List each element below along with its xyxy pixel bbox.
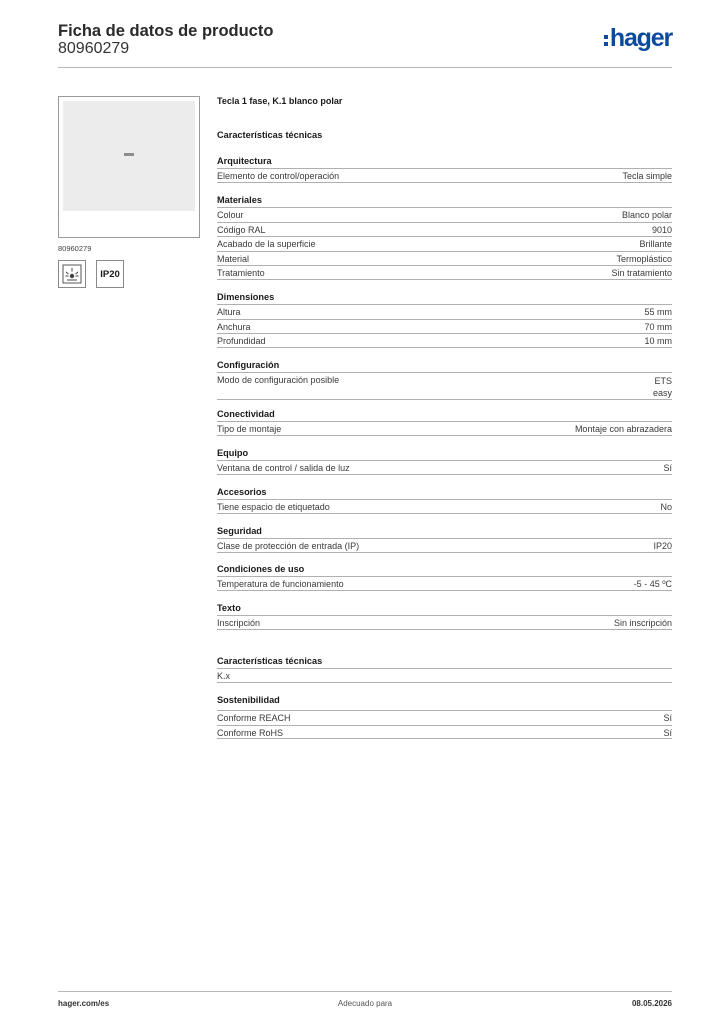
section-title-configuracion: Configuración [217,360,280,370]
row-value: Sin inscripción [613,618,672,628]
section-texto [217,615,672,630]
row-label: Conforme RoHS [217,727,284,738]
row-value: Sin tratamiento [611,268,672,278]
page-header [58,20,672,68]
table-row [217,207,672,222]
row-label: Inscripción [217,618,261,628]
row-value: 10 mm [644,336,672,346]
page-title: Ficha de datos de producto [58,22,274,40]
row-value: Sí [663,713,672,723]
image-caption: 80960279 [58,244,92,253]
rocker-plate [63,101,195,211]
footer-website-link[interactable]: hager.com/es [58,999,110,1008]
section-accesorios [217,499,672,514]
section-title-condiciones: Condiciones de uso [217,564,305,574]
row-label: Profundidad [217,336,266,346]
row-label: K.x [217,671,231,681]
section-sostenibilidad [217,710,672,739]
table-row [217,421,672,436]
footer-suitable-for: Adecuado para [337,999,393,1008]
led-indicator [124,153,134,156]
row-value-line: easy [652,388,672,398]
product-image [58,96,200,238]
table-row [217,222,672,237]
row-value: Blanco polar [621,210,672,220]
row-label: Clase de protección de entrada (IP) [217,541,360,551]
section-title-arquitectura: Arquitectura [217,156,272,166]
row-label: Conforme REACH [217,713,291,723]
row-value [653,375,672,399]
section-title-accesorios: Accesorios [217,487,267,497]
section-configuracion [217,372,672,400]
table-row [217,615,672,630]
section-conectividad [217,421,672,436]
footer-date: 08.05.2026 [631,999,672,1008]
table-row [217,333,672,348]
row-label: Tratamiento [217,268,265,278]
light-window-svg [62,264,82,284]
row-label: Anchura [217,321,251,332]
row-label: Temperatura de funcionamiento [217,579,344,589]
row-value: Sí [663,727,672,738]
row-label: Acabado de la superficie [217,239,316,249]
row-label: Altura [217,307,241,317]
section-caracteristicas [217,668,672,683]
row-value: Brillante [639,239,672,249]
section-dimensiones [217,304,672,348]
table-row [217,236,672,251]
table-row [217,538,672,553]
row-value: No [660,502,672,512]
section-equipo [217,460,672,475]
row-value: IP20 [653,541,672,551]
table-row [217,499,672,514]
section-title-equipo: Equipo [217,448,249,458]
section-materiales [217,207,672,280]
table-row [217,710,672,725]
table-row [217,251,672,266]
main-heading: Características técnicas [217,130,323,140]
row-value: 9010 [651,224,672,235]
table-row [217,725,672,740]
row-label: Tipo de montaje [217,424,282,434]
row-label: Tiene espacio de etiquetado [217,502,330,512]
section-title-materiales: Materiales [217,195,262,205]
section-title-dimensiones: Dimensiones [217,292,275,302]
row-label: Ventana de control / salida de luz [217,463,350,473]
light-window-icon [58,260,86,288]
table-row [217,668,672,683]
row-value: -5 - 45 ºC [633,579,672,589]
row-label: Modo de configuración posible [217,375,340,385]
row-label: Elemento de control/operación [217,171,340,181]
table-row [217,460,672,475]
row-label: Código RAL [217,224,266,235]
row-value: Termoplástico [616,253,672,264]
row-label: Material [217,253,250,264]
table-row [217,265,672,280]
section-seguridad [217,538,672,553]
section-title-texto: Texto [217,603,241,613]
row-label: Colour [217,210,244,220]
section-arquitectura [217,168,672,183]
row-value: 55 mm [644,307,672,317]
section-condiciones [217,576,672,591]
section-title-seguridad: Seguridad [217,526,262,536]
product-number: 80960279 [58,40,130,57]
logo-text: hager [609,24,672,52]
table-row [217,319,672,334]
section-title-sostenibilidad: Sostenibilidad [217,695,280,705]
row-value: Sí [663,463,672,473]
section-title-conectividad: Conectividad [217,409,275,419]
logo-dots-icon [604,35,608,46]
row-value-line: ETS [654,376,672,386]
page-footer [58,991,672,1011]
table-row [217,576,672,591]
section-title-caracteristicas: Características técnicas [217,656,323,666]
hager-logo [604,26,672,51]
table-row [217,168,672,183]
row-value: 70 mm [644,321,672,332]
ip20-badge: IP20 [96,260,124,288]
product-name: Tecla 1 fase, K.1 blanco polar [217,96,343,106]
table-row [217,304,672,319]
table-row [217,372,672,400]
row-value: Tecla simple [622,171,672,181]
row-value: Montaje con abrazadera [574,424,672,434]
